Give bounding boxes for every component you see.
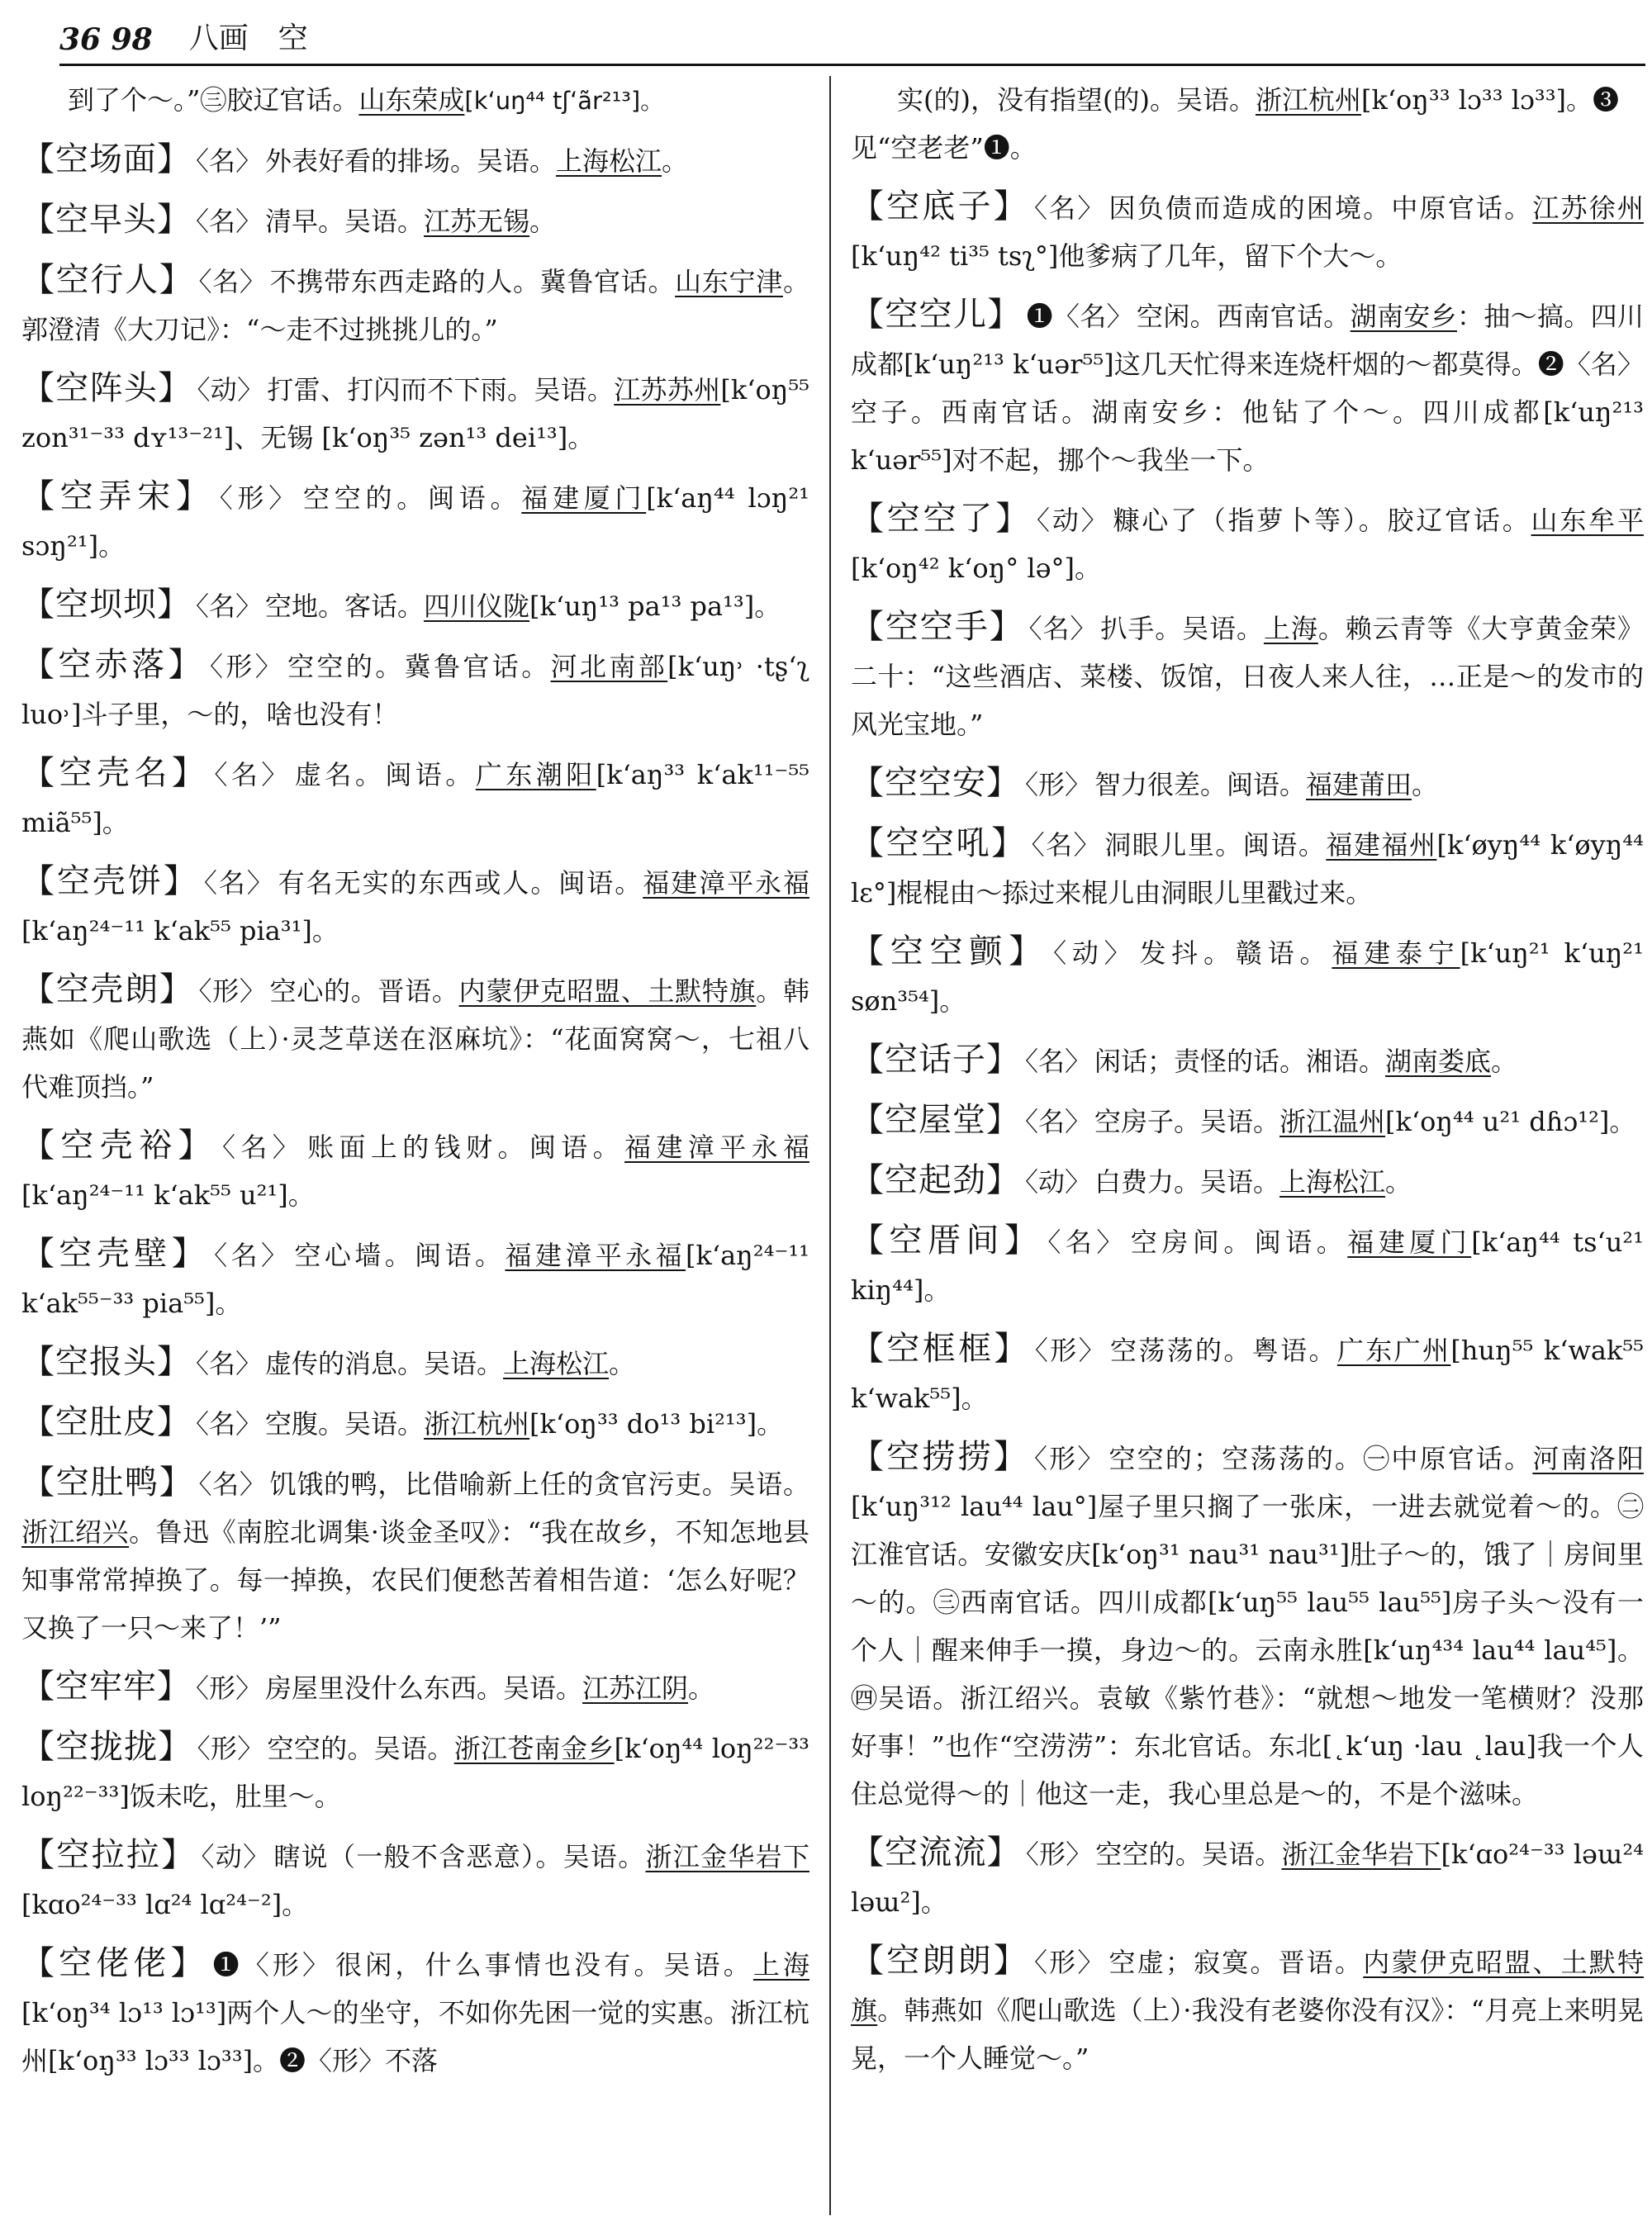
- dictionary-entry: [21, 196, 809, 245]
- entry-detail: [k‘uŋ⁴² ti³⁵ tsʅ°]他爹病了几年，留下个大～。: [851, 240, 1403, 272]
- entry-headword: 【空阵头】: [21, 369, 192, 407]
- location: 福建厦门: [521, 482, 647, 514]
- entry-detail: 。鲁迅《南腔北调集·谈金圣叹》：“我在故乡，不知怎地县知事常常掉换了。每一掉换，农民们便愁苦着相告道：‘怎么好呢？又换了一只～来了！’”: [21, 1516, 809, 1644]
- location: 福建泰宁: [1332, 937, 1460, 969]
- dictionary-entry: [851, 291, 1644, 484]
- part-of-speech: 〈动〉: [1025, 1166, 1092, 1198]
- part-of-speech: 〈形〉: [1025, 769, 1092, 800]
- entry-headword: 【空壳名】: [21, 754, 210, 792]
- location: 福建厦门: [1347, 1226, 1472, 1258]
- part-of-speech: 〈名〉: [214, 1240, 292, 1271]
- dictionary-entry: [851, 1325, 1644, 1422]
- entry-headword: 【空肚皮】: [21, 1403, 191, 1441]
- location: 上海松江: [503, 1348, 610, 1379]
- part-of-speech: 〈形〉: [1025, 1839, 1093, 1870]
- part-of-speech: 〈名〉: [196, 591, 263, 622]
- dictionary-entry: [21, 857, 809, 955]
- part-of-speech: 〈名〉: [196, 1348, 263, 1379]
- dictionary-entry: [21, 1398, 809, 1448]
- part-of-speech: 〈动〉: [1037, 505, 1110, 536]
- part-of-speech: 〈形〉: [198, 975, 267, 1007]
- location: 上海: [752, 1949, 809, 1981]
- dictionary-entry: [21, 1338, 809, 1388]
- definition: 房屋里没什么东西。吴语。: [265, 1672, 583, 1704]
- dictionary-entry: [851, 819, 1644, 917]
- entry-headword: 【空空儿】: [851, 296, 1022, 334]
- location: 福建漳平永福: [505, 1240, 686, 1271]
- dictionary-entry: [21, 1663, 809, 1712]
- part-of-speech: 〈名〉: [1025, 1046, 1092, 1077]
- definition: 发抖。赣语。: [1139, 937, 1332, 969]
- continuation-text: 到了个～。”㊂胶辽官话。山东荣成[k‘uŋ⁴⁴ tʃ‘ãr²¹³]。: [68, 84, 665, 116]
- location: 浙江苍南金乡: [453, 1733, 615, 1764]
- entry-headword: 【空厝间】: [851, 1222, 1043, 1260]
- entry-detail: [k‘oŋ³³ do¹³ bi²¹³]。: [529, 1408, 784, 1440]
- part-of-speech: 〈名〉: [198, 1468, 267, 1500]
- definition: 空房子。吴语。: [1094, 1106, 1280, 1137]
- definition: 因负债而造成的困境。中原官话。: [1108, 192, 1533, 224]
- dictionary-entry: [851, 1156, 1644, 1206]
- entry-headword: 【空朗朗】: [851, 1942, 1029, 1980]
- entry-detail: [k‘aŋ⁴⁴ ts‘u²¹ kiŋ⁴⁴]。: [851, 1226, 1644, 1306]
- entry-headword: 【空弄宋】: [21, 477, 215, 515]
- dictionary-entry: [21, 472, 809, 570]
- entry-detail: [k‘aŋ²⁴⁻¹¹ k‘ak⁵⁵ u²¹]。: [21, 1179, 315, 1211]
- dictionary-entry: [21, 1122, 809, 1219]
- definition: 空空的；空荡荡的。㊀中原官话。: [1108, 1443, 1533, 1474]
- location: 山东荣成: [358, 84, 465, 116]
- entry-detail: [k‘uŋ²¹ k‘uŋ²¹ søn³⁵⁴]。: [851, 937, 1644, 1017]
- part-of-speech: 〈动〉: [201, 1841, 271, 1872]
- location: 河南洛阳: [1532, 1443, 1644, 1474]
- location: 江苏徐州: [1532, 192, 1644, 224]
- definition: 空虚；寂寞。晋语。: [1108, 1947, 1364, 1978]
- entry-detail: [k‘uŋ¹³ pa¹³ pa¹³]。: [529, 591, 781, 622]
- location: 上海松江: [1279, 1166, 1386, 1198]
- definition: 打雷、打闪而不下雨。吴语。: [267, 374, 615, 406]
- definition: 糠心了（指萝卜等）。胶辽官话。: [1113, 505, 1531, 536]
- dictionary-entry: [21, 966, 809, 1111]
- entry-headword: 【空壳朗】: [21, 970, 194, 1008]
- entry-detail: 。: [1412, 769, 1439, 800]
- entry-headword: 【空场面】: [21, 140, 191, 178]
- left-column: [21, 76, 809, 2220]
- dictionary-entry: [851, 183, 1644, 280]
- entry-headword: 【空捞捞】: [851, 1438, 1029, 1476]
- ipa: [k‘uŋ⁴⁴ tʃ‘ãr²¹³]。: [464, 87, 665, 115]
- entry-headword: 【空行人】: [21, 261, 194, 299]
- dictionary-entry: [851, 928, 1644, 1025]
- entry-detail: 。赖云青等《大亨黄金荣》二十：“这些酒店、菜楼、饭馆，日夜人来人往，…正是～的发市的风光宝地。”: [851, 613, 1644, 740]
- entry-detail: [k‘uŋ³¹² lau⁴⁴ lau°]屋子里只搁了一张床，一进去就觉着～的。㊁江淮官话。安徽安庆[k‘oŋ³¹ nau³¹ nau³¹]肚子～的，饿了｜房间里～的。㊂西南官话。四川成都[k‘uŋ⁵⁵ lau⁵⁵ lau⁵⁵]房子头～没有一个人｜醒来伸手一摸，身边～的。云南永胜[k‘uŋ⁴³⁴ lau⁴⁴ lau⁴⁵]。㊃吴语。浙江绍兴。袁敏《紫竹巷》：“就想～地发一笔横财？没那好事！”也作“空涝涝”：东北官话。东北[˛k‘uŋ ·lau ˛lau]我一个人住总觉得～的｜他这一走，我心里总是～的，不是个滋味。: [851, 1491, 1644, 1810]
- dictionary-entry: [851, 603, 1644, 748]
- entry-detail: [huŋ⁵⁵ k‘wak⁵⁵ k‘wak⁵⁵]。: [851, 1335, 1644, 1414]
- entry-detail: 。韩燕如《爬山歌选（上）·我没有老婆你没有汉》：“月亮上来明晃晃，一个人睡觉～。”: [851, 1995, 1644, 2074]
- dictionary-entry: [21, 1459, 809, 1652]
- entry-detail: [k‘oŋ⁴⁴ u²¹ dɦɔ¹²]。: [1385, 1106, 1636, 1137]
- dictionary-entry: [21, 641, 809, 738]
- location: 广东潮阳: [475, 759, 596, 790]
- dictionary-entry: [851, 1096, 1644, 1146]
- location: 广东广州: [1336, 1335, 1451, 1366]
- entry-headword: 【空赤落】: [21, 646, 205, 684]
- part-of-speech: 〈形〉: [209, 651, 285, 682]
- definition: 智力很差。闽语。: [1094, 769, 1307, 800]
- left-entries: [21, 135, 809, 2085]
- page-header: [59, 15, 1645, 66]
- definition: 饥饿的鸭，比借喻新上任的贪官污吏。吴语。: [269, 1468, 809, 1500]
- definition: 空空的。冀鲁官话。: [287, 651, 551, 682]
- definition: 外表好看的排场。吴语。: [265, 145, 557, 177]
- dictionary-entry: [21, 364, 809, 462]
- part-of-speech: 〈名〉: [1031, 829, 1102, 861]
- entry-detail: ：抽～搞。四川成都[k‘uŋ²¹³ k‘uər⁵⁵]这几天忙得来连烧杆烟的～都莫得。❷〈名〉空子。西南官话。湖南安乡：他钻了个～。四川成都[k‘uŋ²¹³ k‘uər⁵⁵]对不起，挪个～我坐一下。: [851, 301, 1644, 476]
- location: 浙江杭州: [1255, 84, 1361, 116]
- location: 福建莆田: [1306, 769, 1412, 800]
- definition: 有名无实的东西或人。闽语。: [278, 867, 643, 899]
- entry-headword: 【空话子】: [851, 1041, 1020, 1079]
- entry-headword: 【空屋堂】: [851, 1101, 1020, 1139]
- definition: 空腹。吴语。: [265, 1408, 425, 1440]
- entry-headword: 【空空了】: [851, 500, 1032, 538]
- part-of-speech: 〈名〉: [214, 759, 292, 790]
- location: 山东宁津: [675, 266, 783, 297]
- part-of-speech: 〈动〉: [197, 374, 264, 406]
- part-of-speech: 〈形〉: [1034, 1335, 1107, 1366]
- definition: 瞎说（一般不含恶意）。吴语。: [273, 1841, 646, 1872]
- entry-headword: 【空牢牢】: [21, 1668, 191, 1706]
- location: 湖南娄底: [1385, 1046, 1492, 1077]
- entry-detail: [k‘ɑo²⁴⁻³³ ləɯ²⁴ ləɯ²]。: [851, 1839, 1644, 1918]
- part-of-speech: 〈名〉: [221, 1132, 305, 1163]
- dictionary-entry: [21, 1939, 809, 2085]
- entry-detail: [k‘oŋ⁵⁵ zon³¹⁻³³ dʏ¹³⁻²¹]、无锡 [k‘oŋ³⁵ zən¹³ dei¹³]。: [21, 374, 809, 453]
- dictionary-entry: [851, 495, 1644, 592]
- column-divider: [829, 76, 831, 2215]
- definition: 清早。吴语。: [265, 206, 425, 237]
- entry-detail: [k‘oŋ³⁴ lɔ¹³ lɔ¹³]两个人～的坐守，不如你先困一觉的实惠。浙江杭州[k‘oŋ³³ lɔ³³ lɔ³³]。❷〈形〉不落: [21, 1997, 809, 2076]
- entry-detail: [k‘øyŋ⁴⁴ k‘øyŋ⁴⁴ lɛ°]棍棍由～掭过来棍儿由洞眼儿里戳过来。: [851, 829, 1644, 909]
- entry-headword: 【空空吼】: [851, 824, 1027, 862]
- part-of-speech: 〈形〉: [197, 1733, 264, 1764]
- definition: 空空的。吴语。: [1095, 1839, 1282, 1870]
- definition: 闲话；责怪的话。湘语。: [1094, 1046, 1386, 1077]
- part-of-speech: 〈形〉: [1033, 1947, 1106, 1978]
- dictionary-entry: [851, 1829, 1644, 1926]
- definition: 账面上的钱财。闽语。: [307, 1132, 625, 1163]
- dictionary-entry: [21, 1831, 809, 1929]
- part-of-speech: 〈名〉: [196, 206, 263, 237]
- entry-detail: [k‘oŋ⁴⁴ loŋ²²⁻³³ loŋ²²⁻³³]饭未吃，肚里～。: [21, 1733, 809, 1812]
- part-of-speech: 〈动〉: [1053, 937, 1137, 969]
- location: 江苏江阴: [582, 1672, 689, 1704]
- location: 内蒙伊克昭盟、土默特旗: [851, 1947, 1644, 2026]
- dictionary-entry: [21, 256, 809, 353]
- entry-detail: 。: [609, 1348, 636, 1379]
- location: 福建漳平永福: [624, 1132, 809, 1163]
- part-of-speech: 〈名〉: [203, 867, 275, 899]
- entry-headword: 【空底子】: [851, 187, 1029, 225]
- entry-detail: 。: [688, 1672, 715, 1704]
- entry-headword: 【空坝坝】: [21, 586, 191, 624]
- location: 四川仪陇: [424, 591, 530, 622]
- entry-detail: [k‘uŋ˒ ·tʂ‘ʅ luo˒]斗子里，～的，啥也没有！: [21, 651, 809, 730]
- definition: 空地。客话。: [265, 591, 425, 622]
- dictionary-entry: [21, 1723, 809, 1820]
- entry-detail: [k‘aŋ²⁴⁻¹¹ k‘ak⁵⁵⁻³³ pia⁵⁵]。: [21, 1240, 809, 1319]
- entry-headword: 【空壳壁】: [21, 1235, 210, 1273]
- location: 江苏无锡: [424, 206, 530, 237]
- definition: 空荡荡的。粤语。: [1109, 1335, 1337, 1366]
- entry-headword: 【空起劲】: [851, 1161, 1020, 1199]
- definition: 空空的。吴语。: [267, 1733, 454, 1764]
- definition: 空心墙。闽语。: [294, 1240, 506, 1271]
- dictionary-entry: [21, 581, 809, 630]
- part-of-speech: 〈形〉: [1033, 1443, 1106, 1474]
- part-of-speech: 〈名〉: [1033, 192, 1106, 224]
- definition: 扒手。吴语。: [1100, 613, 1264, 644]
- entry-detail: 。: [662, 145, 689, 177]
- location: 江苏苏州: [614, 374, 721, 406]
- location: 上海松江: [556, 145, 662, 177]
- entry-detail: [k‘aŋ³³ k‘ak¹¹⁻⁵⁵ miã⁵⁵]。: [21, 759, 809, 838]
- part-of-speech: 〈名〉: [1025, 1106, 1092, 1137]
- part-of-speech: 〈名〉: [196, 145, 263, 177]
- part-of-speech: 〈名〉: [198, 266, 267, 297]
- part-of-speech: ❶〈形〉: [212, 1949, 333, 1981]
- entry-headword: 【空流流】: [851, 1834, 1021, 1872]
- entry-headword: 【空拉拉】: [21, 1836, 197, 1874]
- definition: 白费力。吴语。: [1094, 1166, 1280, 1198]
- entry-headword: 【空壳裕】: [21, 1127, 217, 1165]
- definition: 不携带东西走路的人。冀鲁官话。: [269, 266, 676, 297]
- entry-headword: 【空拢拢】: [21, 1728, 192, 1766]
- entry-headword: 【空早头】: [21, 201, 191, 239]
- dictionary-entry: [21, 1230, 809, 1327]
- entry-detail: [k‘aŋ²⁴⁻¹¹ k‘ak⁵⁵ pia³¹]。: [21, 915, 339, 947]
- section-title: 八画 空: [188, 21, 308, 55]
- dictionary-entry: [21, 749, 809, 847]
- location: 浙江杭州: [424, 1408, 530, 1440]
- entry-detail: [k‘oŋ⁴² k‘oŋ° lə°]。: [851, 553, 1102, 584]
- definition: 很闲，什么事情也没有。吴语。: [335, 1949, 753, 1981]
- entry-detail: 。: [1385, 1166, 1412, 1198]
- part-of-speech: ❶〈名〉: [1026, 301, 1133, 332]
- entry-detail: 。: [1491, 1046, 1518, 1077]
- entry-headword: 【空框框】: [851, 1330, 1030, 1368]
- entry-headword: 【空空手】: [851, 608, 1024, 646]
- location: 浙江绍兴: [21, 1516, 130, 1548]
- location: 福建福州: [1326, 829, 1437, 861]
- entry-headword: 【空报头】: [21, 1343, 191, 1381]
- entry-headword: 【空空颤】: [851, 932, 1049, 970]
- dictionary-entry: [851, 1217, 1644, 1314]
- entry-detail: 。: [529, 206, 557, 237]
- definition: 虚传的消息。吴语。: [265, 1348, 504, 1379]
- right-entries: [851, 183, 1644, 2082]
- definition: 虚名。闽语。: [294, 759, 476, 790]
- definition: 空空的。闽语。: [303, 482, 522, 514]
- dictionary-entry: [21, 135, 809, 185]
- location: 福建漳平永福: [643, 867, 809, 899]
- entry-detail: 。韩燕如《爬山歌选（上）·灵芝草送在沤麻坑》：“花面窝窝～，七祖八代难顶挡。”: [21, 975, 809, 1103]
- part-of-speech: 〈形〉: [196, 1672, 263, 1704]
- dictionary-entry: [851, 1937, 1644, 2082]
- location: 河北南部: [550, 651, 668, 682]
- right-column: [851, 76, 1644, 2220]
- entry-headword: 【空肚鸭】: [21, 1464, 194, 1502]
- entry-headword: 【空佬佬】: [21, 1944, 208, 1982]
- location: 内蒙伊克昭盟、土默特旗: [458, 975, 757, 1007]
- location: 浙江温州: [1279, 1106, 1386, 1137]
- location: 浙江金华岩下: [1281, 1839, 1441, 1870]
- definition: 空房间。闽语。: [1130, 1226, 1348, 1258]
- location: 山东牟平: [1531, 505, 1644, 536]
- entry-detail: [k‘aŋ⁴⁴ lɔŋ²¹ sɔŋ²¹]。: [21, 482, 809, 562]
- part-of-speech: 〈名〉: [196, 1408, 263, 1440]
- definition: 空心的。晋语。: [269, 975, 459, 1007]
- part-of-speech: 〈形〉: [219, 482, 300, 514]
- page-number: 36 98: [59, 22, 153, 57]
- entry-detail: [kɑo²⁴⁻³³ lɑ²⁴ lɑ²⁴⁻²]。: [21, 1889, 309, 1920]
- definition: 空闲。西南官话。: [1136, 301, 1351, 332]
- location: 上海: [1263, 613, 1318, 644]
- part-of-speech: 〈名〉: [1047, 1226, 1127, 1258]
- dictionary-entry: [851, 759, 1644, 809]
- continuation-text: 实(的)，没有指望(的)。吴语。浙江杭州[k‘oŋ³³ lɔ³³ lɔ³³]。❸见“空老老”❶。: [851, 84, 1620, 164]
- dictionary-entry: [851, 1433, 1644, 1818]
- entry-headword: 【空空安】: [851, 764, 1020, 802]
- entry-headword: 【空壳饼】: [21, 862, 199, 900]
- definition: 洞眼儿里。闽语。: [1104, 829, 1327, 861]
- location: 浙江金华岩下: [645, 1841, 809, 1872]
- location: 湖南安乡: [1350, 301, 1457, 332]
- part-of-speech: 〈名〉: [1028, 613, 1098, 644]
- entry-detail: 。郭澄清《大刀记》：“～走不过挑挑儿的。”: [21, 266, 809, 345]
- dictionary-entry: [851, 1036, 1644, 1085]
